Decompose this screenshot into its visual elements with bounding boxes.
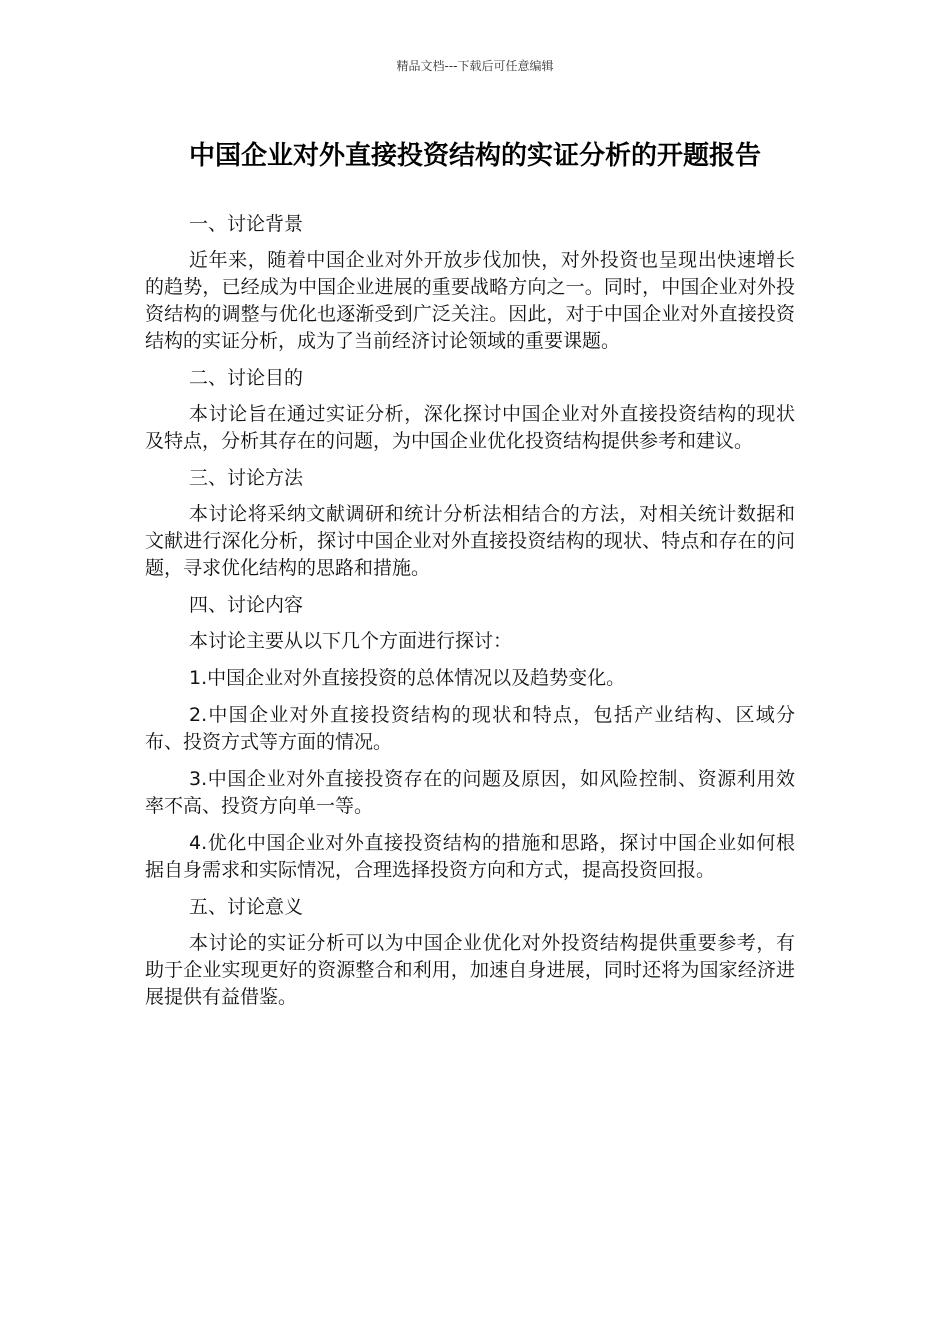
paragraph-background: 近年来，随着中国企业对外开放步伐加快，对外投资也呈现出快速增长的趋势，已经成为中国企业进展的重要战略方向之一。同时，中国企业对外投资结构的调整与优化也逐渐受到广泛关注。因此，对于中国企业对外直接投资结构的实证分析，成为了当前经济讨论领域的重要课题。 bbox=[145, 249, 795, 352]
paragraph-significance: 本讨论的实证分析可以为中国企业优化对外投资结构提供重要参考，有助于企业实现更好的资源整合和利用，加速自身进展，同时还将为国家经济进展提供有益借鉴。 bbox=[145, 932, 795, 1008]
document-title: 中国企业对外直接投资结构的实证分析的开题报告 bbox=[188, 141, 761, 171]
page-header-note: 精品文档---下载后可任意编辑 bbox=[396, 59, 554, 73]
list-item-2: 2.中国企业对外直接投资结构的现状和特点，包括产业结构、区域分布、投资方式等方面的情况。 bbox=[145, 704, 795, 753]
section-heading-background: 一、讨论背景 bbox=[189, 213, 304, 235]
section-heading-significance: 五、讨论意义 bbox=[189, 896, 304, 918]
list-item-1: 1.中国企业对外直接投资的总体情况以及趋势变化。 bbox=[189, 667, 626, 689]
paragraph-content-intro: 本讨论主要从以下几个方面进行探讨： bbox=[189, 630, 513, 652]
paragraph-purpose: 本讨论旨在通过实证分析，深化探讨中国企业对外直接投资结构的现状及特点，分析其存在的问题，为中国企业优化投资结构提供参考和建议。 bbox=[145, 403, 795, 452]
document-body bbox=[145, 211, 795, 1021]
section-heading-purpose: 二、讨论目的 bbox=[189, 367, 304, 389]
paragraph-method: 本讨论将采纳文献调研和统计分析法相结合的方法，对相关统计数据和文献进行深化分析，探讨中国企业对外直接投资结构的现状、特点和存在的问题，寻求优化结构的思路和措施。 bbox=[145, 503, 795, 579]
section-heading-content: 四、讨论内容 bbox=[189, 594, 304, 616]
section-heading-method: 三、讨论方法 bbox=[189, 467, 304, 489]
list-item-3: 3.中国企业对外直接投资存在的问题及原因，如风险控制、资源利用效率不高、投资方向单一等。 bbox=[145, 768, 795, 817]
list-item-4: 4.优化中国企业对外直接投资结构的措施和思路，探讨中国企业如何根据自身需求和实际情况，合理选择投资方向和方式，提高投资回报。 bbox=[145, 832, 795, 881]
